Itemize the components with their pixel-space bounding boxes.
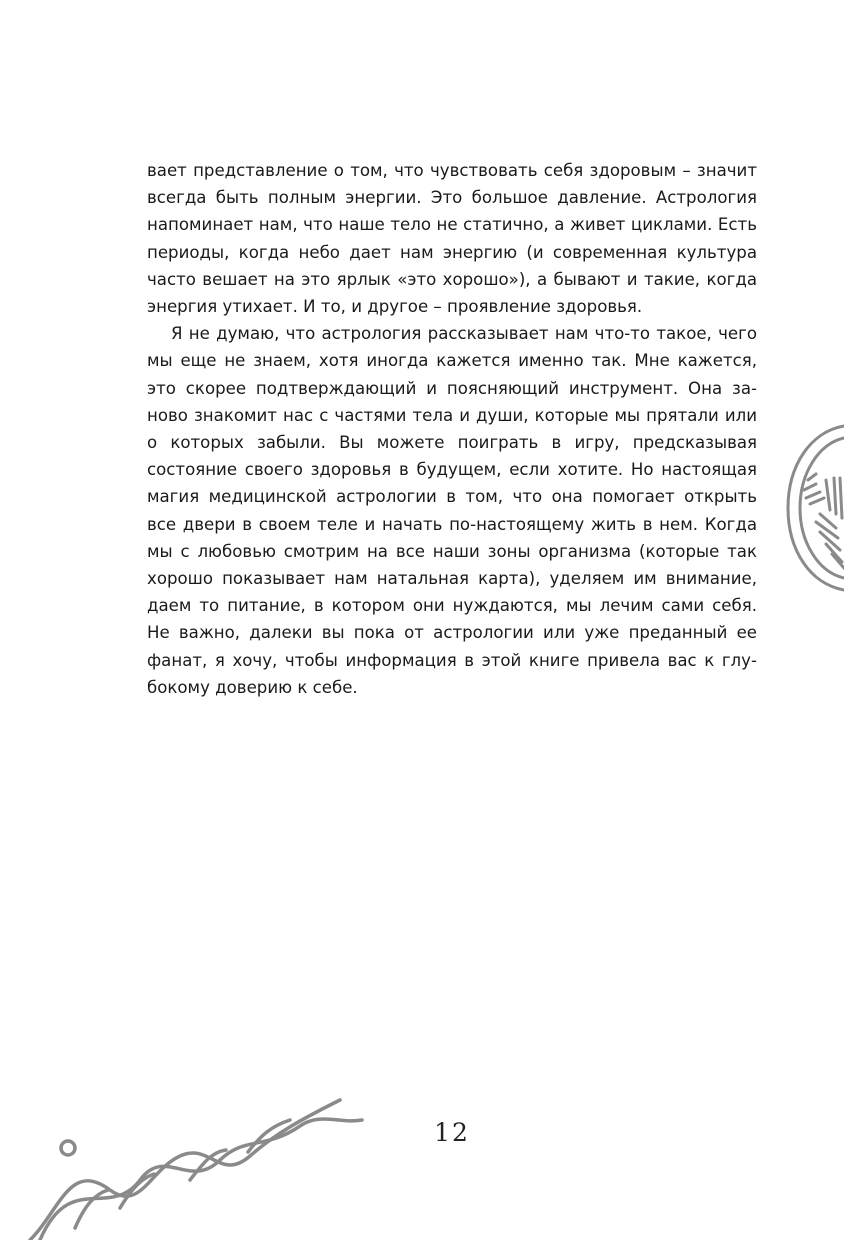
striped-circle-ornament-icon (780, 418, 844, 598)
helix-vine-ornament-icon (0, 1090, 380, 1240)
paragraph-2: Я не думаю, что астрология рассказывает нам что-то такое, чего мы еще не знаем, хотя иногда кажется именно так. Мне кажется, это скорее подтверждающий и поясняющий инструмент. Она заново знакомит нас с частями тела и души, которые мы прятали или о которых забыли. Вы можете поиграть в игру, предсказывая состояние своего здоровья в будущем, если хотите. Но настоящая магия медицинской астрологии в том, что она помогает открыть все двери в своем теле и начать по-настоящему жить в нем. Когда мы с любовью смотрим на все наши зоны организма (которые так хорошо показывает нам натальная карта), уделяем им внимание, даем то питание, в котором они нуждаются, мы лечим сами себя. Не важно, далеки вы пока от астрологии или уже преданный ее фанат, я хочу, чтобы информация в этой книге привела вас к глубокому доверию к себе. (147, 324, 757, 697)
paragraph-1: вает представление о том, что чувствовать себя здоровым – значит всегда быть полным энергии. Это большое давление. Астрология напоминает нам, что наше тело не статично, а живет циклами. Есть периоды, когда небо дает нам энергию (и современная культура часто вешает на это ярлык «это хорошо»), а бывают и такие, когда энергия утихает. И то, и другое – проявление здоровья. (147, 161, 757, 317)
page-number: 12 (434, 1118, 470, 1147)
body-text (147, 157, 757, 701)
